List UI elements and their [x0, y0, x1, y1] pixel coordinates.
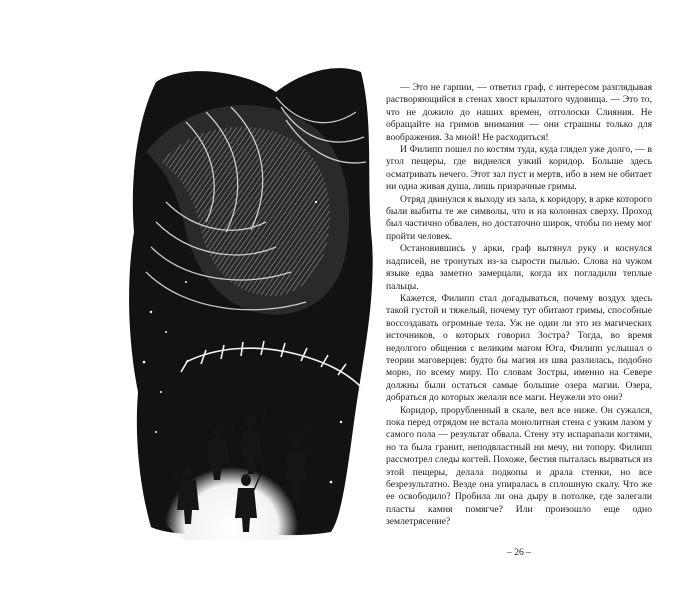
page-number: – 26 – [507, 547, 531, 558]
paragraph: Кажется, Филипп стал догадываться, почему воздух здесь такой густой и тяжелый, почему тут обитают гримы, способные воссоздавать огромные тела. Уж не один ли это из магических источников, о которых говорил Зостра? Тогда, во время недолгого общения с великим магом Юга, Филипп услышал о теории маговерцев: будто бы магия из шва разлилась, подобно морю, по всему миру. По словам Зостры, именно на Севере должны были остаться самые большие озера магии. Озера, добраться до которых желали все маги. Неужели это они? [386, 292, 652, 404]
illustration-artwork [126, 62, 376, 540]
paragraph: — Это не гарпии, — ответил граф, с интересом разглядывая растворяющийся в стенах хвост крылатого чудовища. — Это то, что не дожило до наших времен, отголоски Слияния. Не обращайте на гримов внимания — они страшны только для воображения. За мной! Не расходиться! [386, 82, 652, 143]
paragraph: Коридор, прорубленный в скале, вел все ниже. Он сужался, пока перед отрядом не встала монолитная стена с узким лазом у самого пола — результат обвала. Стену эту испарапали когтями, но та была гранит, неподвластный ни мечу, ни топору. Филипп рассмотрел следы когтей. Похоже, бестия пыталась вырваться из этой пещеры, делала подкопы и драла стенки, но все безрезультатно. Везде она упиралась в сплошную скалу. Что же ее освободило? Пробила ли она дыру в потолке, где залегали пласты камня помягче? Или произошло еще одно землетрясение? [386, 404, 652, 528]
paragraph: Отряд двинулся к выходу из зала, к коридору, в арке которого были выбиты те же символы, что и на колоннах сверху. Проход был частично обвален, но достаточно широк, чтобы по нему мог пройти человек. [386, 193, 652, 242]
dragon-cave-illustration [126, 62, 376, 540]
page-text [386, 82, 652, 529]
paragraph: Остановившись у арки, граф вытянул руку и коснулся надписей, не тронутых из-за сырости пылью. Слова на чужом языке едва заметно замерцали, когда их погладили теплые пальцы. [386, 243, 652, 292]
paragraph: И Филипп пошел по костям туда, куда глядел уже долго, — в угол пещеры, где виднелся узкий коридор. Больше здесь осматривать нечего. Этот зал пуст и мертв, ибо в нем не обитает ни одна живая душа, лишь призрачные гримы. [386, 144, 652, 193]
